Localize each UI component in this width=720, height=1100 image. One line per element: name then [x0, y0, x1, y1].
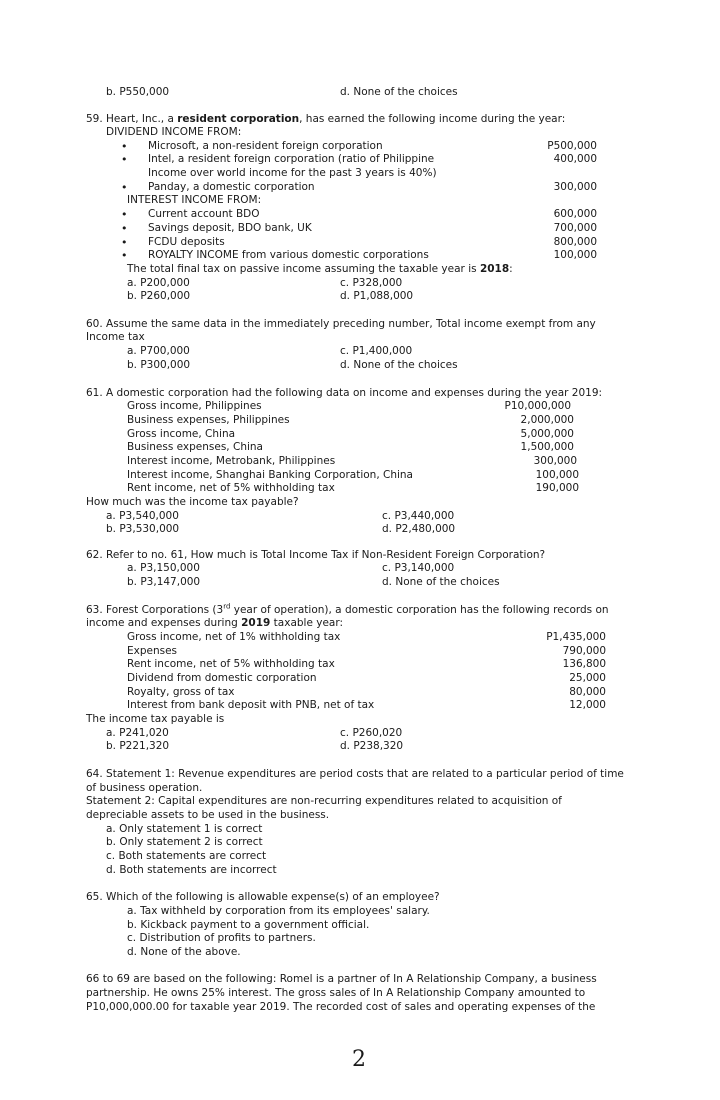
amount: 700,000	[553, 222, 597, 234]
q63-intro-cont: income and expenses during 2019 taxable year:	[86, 617, 344, 629]
choice-b: b. P550,000	[106, 86, 170, 98]
choice-b: b. P3,530,000	[106, 523, 180, 535]
list-item: Business expenses, China	[127, 441, 263, 453]
list-item: Gross income, China	[127, 428, 236, 440]
choice-d: d. None of the choices	[340, 86, 458, 98]
choice-c: c. Both statements are correct	[106, 850, 267, 862]
choice-b: b. P300,000	[127, 359, 191, 371]
q66-intro: P10,000,000.00 for taxable year 2019. The recorded cost of sales and operating expenses of the	[86, 1001, 596, 1013]
list-item: Expenses	[127, 645, 178, 657]
amount: 400,000	[553, 153, 597, 165]
amount: 5,000,000	[520, 428, 574, 440]
list-item: Gross income, Philippines	[127, 400, 262, 412]
list-item: Rent income, net of 5% withholding tax	[127, 482, 335, 494]
amount: P1,435,000	[546, 631, 606, 643]
q59-intro: 59. Heart, Inc., a resident corporation, has earned the following income during the year:	[86, 113, 566, 125]
q61-question: How much was the income tax payable?	[86, 496, 299, 508]
amount: 80,000	[569, 686, 606, 698]
list-item: Interest from bank deposit with PNB, net of tax	[127, 699, 375, 711]
amount: 600,000	[553, 208, 597, 220]
list-item: • Current account BDO	[148, 208, 260, 222]
amount: 300,000	[553, 181, 597, 193]
amount: 790,000	[562, 645, 606, 657]
amount: 100,000	[553, 249, 597, 261]
page-number: 2	[352, 1047, 366, 1072]
list-item: Dividend from domestic corporation	[127, 672, 317, 684]
q59-dividend-header: DIVIDEND INCOME FROM:	[106, 126, 242, 138]
choice-b: b. Only statement 2 is correct	[106, 836, 263, 848]
list-item: Royalty, gross of tax	[127, 686, 235, 698]
choice-d: d. Both statements are incorrect	[106, 864, 277, 876]
amount: 190,000	[535, 482, 579, 494]
amount: P10,000,000	[504, 400, 571, 412]
choice-a: a. P3,540,000	[106, 510, 179, 522]
choice-a: a. P700,000	[127, 345, 190, 357]
q64-statement: of business operation.	[86, 782, 203, 794]
q60-intro-cont: Income tax	[86, 331, 145, 343]
list-item: Business expenses, Philippines	[127, 414, 290, 426]
choice-d: d. P1,088,000	[340, 290, 414, 302]
amount: 136,800	[562, 658, 606, 670]
list-item: Rent income, net of 5% withholding tax	[127, 658, 335, 670]
list-item: • FCDU deposits	[148, 236, 225, 250]
q66-intro: 66 to 69 are based on the following: Romel is a partner of In A Relationship Company, a business	[86, 973, 597, 985]
q62-intro: 62. Refer to no. 61, How much is Total Income Tax if Non-Resident Foreign Corporation?	[86, 549, 546, 561]
q64-statement: Statement 2: Capital expenditures are non-recurring expenditures related to acquisition of	[86, 795, 562, 807]
q59-question: The total final tax on passive income assuming the taxable year is 2018:	[127, 263, 513, 275]
list-item: Interest income, Shanghai Banking Corporation, China	[127, 469, 413, 481]
choice-a: a. Only statement 1 is correct	[106, 823, 263, 835]
q60-intro: 60. Assume the same data in the immediately preceding number, Total income exempt from any	[86, 318, 596, 330]
choice-d: d. None of the above.	[127, 946, 241, 958]
choice-b: b. P221,320	[106, 740, 170, 752]
q65-intro: 65. Which of the following is allowable expense(s) of an employee?	[86, 891, 440, 903]
list-item: • Intel, a resident foreign corporation (ratio of Philippine	[148, 153, 434, 167]
amount: 12,000	[569, 699, 606, 711]
choice-c: c. P3,140,000	[382, 562, 455, 574]
choice-b: b. P3,147,000	[127, 576, 201, 588]
q63-intro: 63. Forest Corporations (3rd year of operation), a domestic corporation has the following records on	[86, 602, 609, 616]
amount: 25,000	[569, 672, 606, 684]
choice-a: a. P3,150,000	[127, 562, 200, 574]
list-item: • ROYALTY INCOME from various domestic corporations	[148, 249, 429, 263]
choice-b: b. Kickback payment to a government official.	[127, 919, 370, 931]
list-item: • Panday, a domestic corporation	[148, 181, 315, 195]
q61-intro: 61. A domestic corporation had the following data on income and expenses during the year 2019:	[86, 387, 603, 399]
choice-c: c. P1,400,000	[340, 345, 413, 357]
choice-c: c. P3,440,000	[382, 510, 455, 522]
choice-d: d. None of the choices	[340, 359, 458, 371]
amount: 300,000	[533, 455, 577, 467]
choice-b: b. P260,000	[127, 290, 191, 302]
q64-statement: depreciable assets to be used in the business.	[86, 809, 330, 821]
choice-c: c. Distribution of profits to partners.	[127, 932, 316, 944]
amount: 100,000	[535, 469, 579, 481]
list-item: Interest income, Metrobank, Philippines	[127, 455, 336, 467]
q66-intro: partnership. He owns 25% interest. The gross sales of In A Relationship Company amounted to	[86, 987, 586, 999]
choice-d: d. P238,320	[340, 740, 404, 752]
choice-c: c. P260,020	[340, 727, 403, 739]
choice-c: c. P328,000	[340, 277, 403, 289]
amount: P500,000	[547, 140, 597, 152]
choice-a: a. P241,020	[106, 727, 169, 739]
choice-a: a. P200,000	[127, 277, 190, 289]
list-item: Gross income, net of 1% withholding tax	[127, 631, 341, 643]
amount: 2,000,000	[520, 414, 574, 426]
amount: 800,000	[553, 236, 597, 248]
list-item: • Microsoft, a non-resident foreign corporation	[148, 140, 383, 154]
choice-d: d. P2,480,000	[382, 523, 456, 535]
amount: 1,500,000	[520, 441, 574, 453]
choice-a: a. Tax withheld by corporation from its employees' salary.	[127, 905, 430, 917]
list-item: • Savings deposit, BDO bank, UK	[148, 222, 312, 236]
q63-question: The income tax payable is	[86, 713, 225, 725]
q64-statement: 64. Statement 1: Revenue expenditures are period costs that are related to a particular period of time	[86, 768, 624, 780]
choice-d: d. None of the choices	[382, 576, 500, 588]
list-item-continuation: Income over world income for the past 3 years is 40%)	[148, 167, 437, 179]
q59-interest-header: INTEREST INCOME FROM:	[127, 194, 262, 206]
